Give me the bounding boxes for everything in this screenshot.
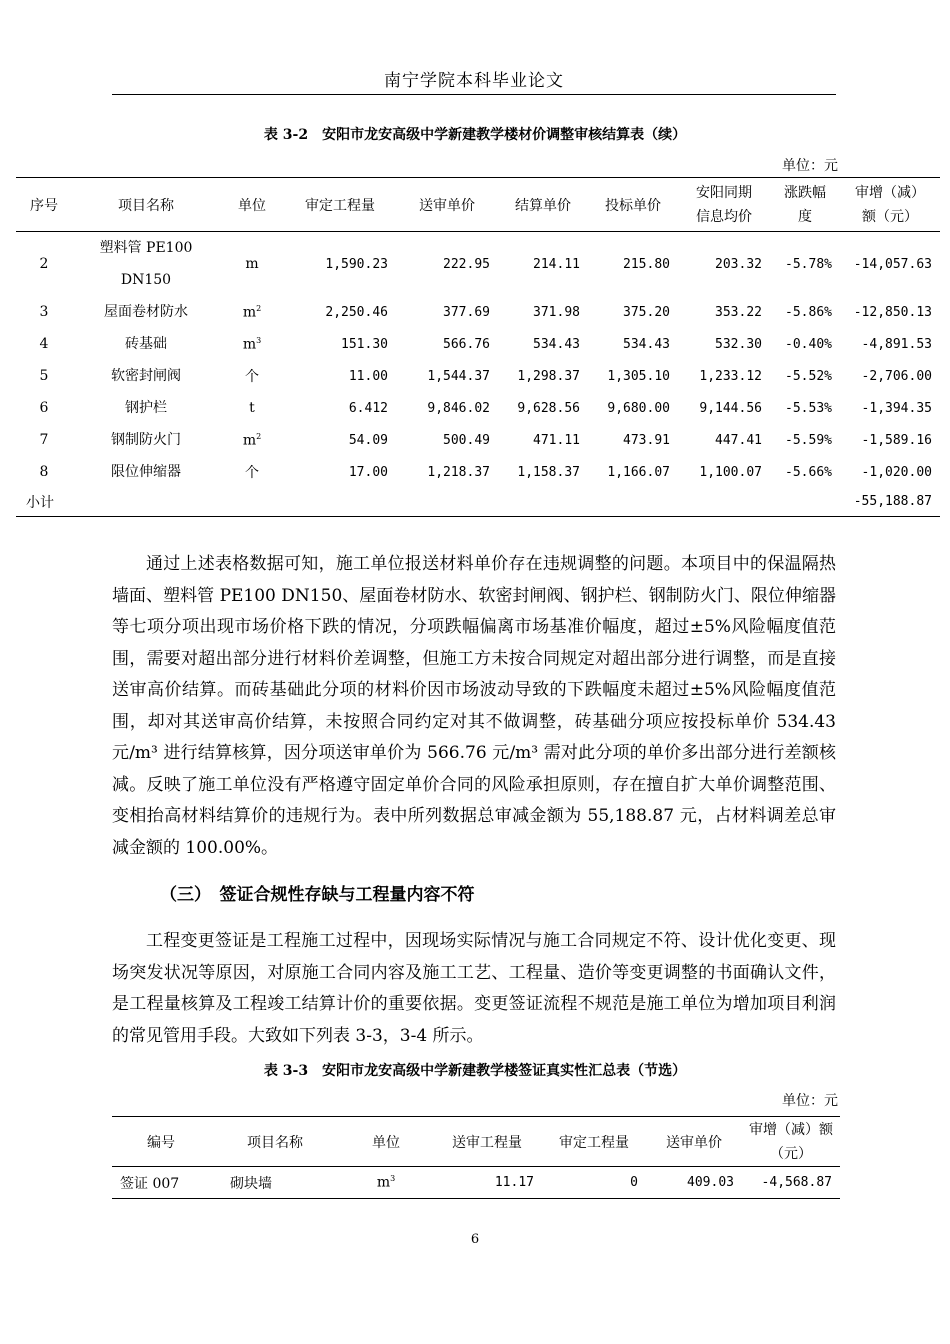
row-submitted-price: 222.95 [443, 256, 490, 272]
row-bid-price: 9,680.00 [607, 400, 670, 416]
row-name [72, 360, 220, 392]
row-name [72, 296, 220, 328]
row-bid-price: 215.80 [623, 256, 670, 272]
row-submitted-price: 1,218.37 [427, 464, 490, 480]
row-unit [220, 456, 284, 488]
unit-text: m [245, 256, 259, 272]
page-number: 6 [470, 1232, 480, 1247]
row-change: -5.66% [785, 464, 832, 480]
row-submitted-qty: 11.17 [494, 1175, 534, 1190]
row-name-line1: 软密封闸阀 [111, 368, 181, 384]
row-name-line1: 屋面卷材防水 [104, 304, 188, 320]
row-no: 2 [39, 256, 49, 272]
row-name-line1: 钢护栏 [125, 400, 167, 416]
unit-superscript: 3 [256, 335, 262, 345]
unit-text: m [242, 304, 257, 321]
row-bid-price: 534.43 [623, 336, 670, 352]
row-unit [340, 1167, 432, 1199]
row-unit [220, 232, 284, 297]
table-row [16, 360, 940, 392]
row-diff: -12,850.13 [853, 304, 932, 320]
row-approved-qty: 151.30 [341, 336, 388, 352]
table-row [16, 328, 940, 360]
t2-col-header-diff [742, 1117, 840, 1167]
row-name-line1: 塑料管 PE100 [99, 240, 193, 256]
unit-text: 个 [245, 369, 259, 385]
table2 [112, 1116, 840, 1199]
header-rule [112, 94, 836, 95]
row-diff: -4,891.53 [861, 336, 932, 352]
col-header-approved-qty: 审定工程量 [305, 197, 375, 214]
table2-header-row [112, 1117, 840, 1167]
row-submitted-price: 566.76 [443, 336, 490, 352]
row-name: 砌块墙 [230, 1175, 272, 1192]
t2-col-header-diff-line2: （元） [770, 1145, 812, 1162]
row-info-price: 9,144.56 [699, 400, 762, 416]
table2-unit-note: 单位：元 [782, 1093, 838, 1109]
table1-unit-note: 单位：元 [782, 158, 838, 174]
row-name [72, 424, 220, 456]
row-diff: -4,568.87 [761, 1175, 832, 1190]
row-info-price: 1,233.12 [699, 368, 762, 384]
row-approved-qty: 11.00 [348, 368, 388, 384]
row-unit [220, 392, 284, 424]
row-settle-price: 214.11 [533, 256, 580, 272]
table-row [16, 424, 940, 456]
col-header-change-line2: 度 [798, 208, 812, 225]
table-row [16, 392, 940, 424]
row-submitted-price: 409.03 [687, 1175, 734, 1190]
col-header-name: 项目名称 [118, 197, 174, 214]
row-info-price: 532.30 [715, 336, 762, 352]
row-no: 8 [39, 464, 49, 480]
row-bid-price: 375.20 [623, 304, 670, 320]
row-approved-qty: 0 [630, 1175, 638, 1190]
row-no: 6 [39, 400, 49, 416]
t2-col-header-no: 编号 [147, 1134, 175, 1151]
t2-col-header-submitted-price: 送审单价 [666, 1134, 722, 1151]
table2-body [112, 1167, 840, 1199]
table1 [16, 177, 940, 517]
row-name [72, 456, 220, 488]
row-unit [220, 360, 284, 392]
row-name-line1: 钢制防火门 [111, 432, 181, 448]
row-settle-price: 1,298.37 [517, 368, 580, 384]
row-name [72, 232, 220, 297]
row-change: -5.53% [785, 400, 832, 416]
row-change: -5.86% [785, 304, 832, 320]
col-header-info-price-line2: 信息均价 [696, 208, 752, 225]
table1-header-row [16, 178, 940, 232]
subtotal-row [16, 488, 940, 516]
table1-body [16, 232, 940, 517]
row-approved-qty: 54.09 [348, 432, 388, 448]
unit-text: 个 [245, 465, 259, 481]
row-settle-price: 534.43 [533, 336, 580, 352]
col-header-bid-price: 投标单价 [605, 197, 661, 214]
row-bid-price: 473.91 [623, 432, 670, 448]
running-header: 南宁学院本科毕业论文 [384, 71, 564, 91]
row-settle-price: 471.11 [533, 432, 580, 448]
row-change: -5.52% [785, 368, 832, 384]
row-bid-price: 1,166.07 [607, 464, 670, 480]
unit-text: m [242, 336, 257, 353]
body-paragraph-2: 工程变更签证是工程施工过程中，因现场实际情况与施工合同规定不符、设计优化变更、现场突发状况等原因，对原施工合同内容及施工工艺、工程量、造价等变更调整的书面确认文件，是工程量核算及工程竣工结算计价的重要依据。变更签证流程不规范是施工单位为增加项目利润的常见管用手段。大致如下列表 3-3，3-4 所示。 [112, 931, 836, 1046]
unit-text: t [249, 400, 255, 416]
t2-col-header-name: 项目名称 [247, 1134, 303, 1151]
row-diff: -2,706.00 [861, 368, 932, 384]
table-row [16, 296, 940, 328]
t2-col-header-submitted-qty: 送审工程量 [452, 1134, 522, 1151]
row-bid-price: 1,305.10 [607, 368, 670, 384]
row-no: 7 [39, 432, 49, 448]
row-info-price: 447.41 [715, 432, 762, 448]
col-header-diff [840, 178, 940, 232]
col-header-change-line1: 涨跌幅 [784, 184, 826, 201]
col-header-settle-price: 结算单价 [515, 197, 571, 214]
col-header-submitted-price: 送审单价 [419, 197, 475, 214]
row-approved-qty: 1,590.23 [325, 256, 388, 272]
row-settle-price: 1,158.37 [517, 464, 580, 480]
col-header-change [770, 178, 840, 232]
row-diff: -1,394.35 [861, 400, 932, 416]
row-name-line1: 限位伸缩器 [111, 464, 181, 480]
section-heading: （三） 签证合规性存缺与工程量内容不符 [160, 885, 475, 905]
unit-superscript: 2 [256, 431, 262, 441]
body-paragraph-1: 通过上述表格数据可知，施工单位报送材料单价存在违规调整的问题。本项目中的保温隔热墙面、塑料管 PE100 DN150、屋面卷材防水、软密封闸阀、钢护栏、钢制防火门、限位伸缩器等七项分项出现市场价格下跌的情况，分项跌幅偏离市场基准价幅度，超过±5%风险幅度值范围，需要对超出部分进行材料价差调整，但施工方未按合同规定对超出部分进行调整，而是直接送审高价结算。而砖基础此分项的材料价因市场波动导致的下跌幅度未超过±5%风险幅度值范围，却对其送审高价结算，未按照合同约定对其不做调整，砖基础分项应按投标单价 534.43 元/m³ 进行结算核算，因分项送审单价为 566.76 元/m³ 需对此分项的单价多出部分进行差额核减。反映了施工单位没有严格遵守固定单价合同的风险承担原则，存在擅自扩大单价调整范围、变相抬高材料结算价的违规行为。表中所列数据总审减金额为 55,188.87 元，占材料调差总审减金额的 100.00%。 [112, 554, 836, 858]
row-approved-qty: 17.00 [348, 464, 388, 480]
row-no: 3 [39, 304, 49, 320]
col-header-info-price-line1: 安阳同期 [696, 184, 752, 201]
t2-col-header-unit: 单位 [372, 1134, 400, 1151]
col-header-diff-line1: 审增（减） [855, 184, 925, 201]
row-change: -0.40% [785, 336, 832, 352]
row-change: -5.59% [785, 432, 832, 448]
row-unit [220, 296, 284, 328]
col-header-diff-line2: 额（元） [862, 208, 918, 225]
table1-caption: 表 3-2 安阳市龙安高级中学新建教学楼材价调整审核结算表（续） [263, 127, 687, 143]
row-submitted-price: 377.69 [443, 304, 490, 320]
row-submitted-price: 500.49 [443, 432, 490, 448]
col-header-info-price [678, 178, 770, 232]
table-row [112, 1167, 840, 1199]
row-diff: -1,020.00 [861, 464, 932, 480]
row-info-price: 353.22 [715, 304, 762, 320]
row-change: -5.78% [785, 256, 832, 272]
unit-superscript: 2 [256, 303, 262, 313]
table2-caption: 表 3-3 安阳市龙安高级中学新建教学楼签证真实性汇总表（节选） [263, 1063, 687, 1079]
t2-col-header-approved-qty: 审定工程量 [559, 1134, 629, 1151]
t2-col-header-diff-line1: 审增（减）额 [749, 1121, 833, 1138]
row-name-line2: DN150 [120, 272, 172, 288]
row-name [72, 392, 220, 424]
unit-text: m [376, 1174, 391, 1191]
col-header-unit: 单位 [238, 197, 266, 214]
subtotal-value: -55,188.87 [853, 494, 932, 510]
row-settle-price: 371.98 [533, 304, 580, 320]
subtotal-label: 小计 [26, 494, 54, 511]
row-info-price: 1,100.07 [699, 464, 762, 480]
row-no: 4 [39, 336, 49, 352]
row-approved-qty: 6.412 [348, 400, 388, 416]
row-settle-price: 9,628.56 [517, 400, 580, 416]
table-row [16, 232, 940, 297]
row-name-line1: 砖基础 [125, 336, 167, 352]
row-diff: -14,057.63 [853, 256, 932, 272]
row-no: 签证 007 [120, 1175, 180, 1192]
row-unit [220, 424, 284, 456]
row-no: 5 [39, 368, 49, 384]
row-unit [220, 328, 284, 360]
unit-text: m [242, 432, 257, 449]
table-row [16, 456, 940, 488]
row-approved-qty: 2,250.46 [325, 304, 388, 320]
col-header-no: 序号 [30, 197, 58, 214]
row-diff: -1,589.16 [861, 432, 932, 448]
unit-superscript: 3 [390, 1174, 396, 1184]
row-name [72, 328, 220, 360]
row-info-price: 203.32 [715, 256, 762, 272]
row-submitted-price: 9,846.02 [427, 400, 490, 416]
row-submitted-price: 1,544.37 [427, 368, 490, 384]
